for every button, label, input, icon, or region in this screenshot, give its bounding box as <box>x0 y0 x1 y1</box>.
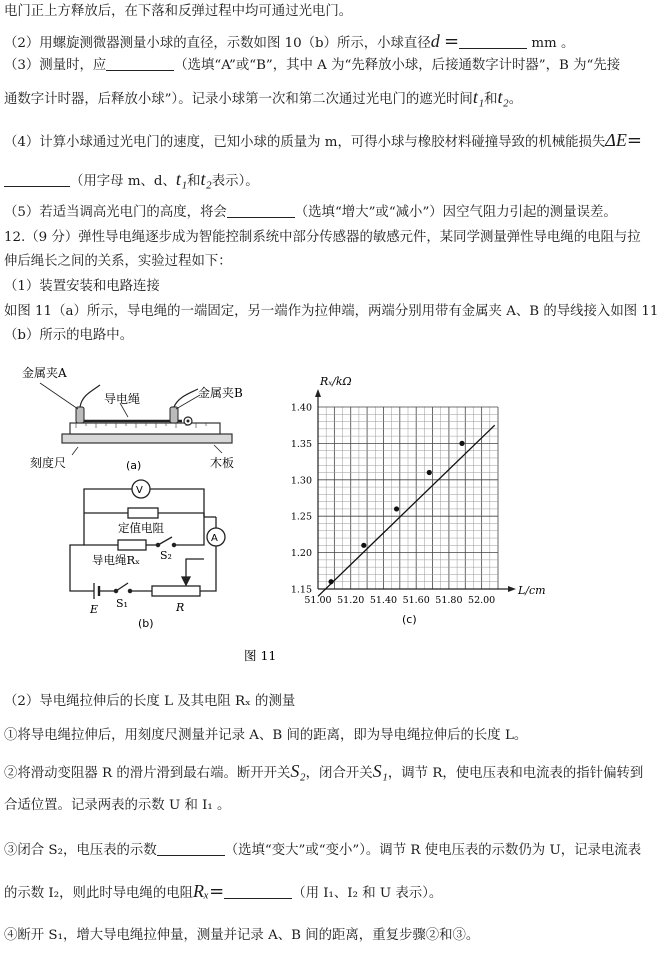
data-point <box>427 470 432 475</box>
figure-a-apparatus <box>22 365 243 472</box>
ammeter-label: A <box>211 533 218 544</box>
text-line-4: 通数字计时器，后释放小球”）。记录小球第一次和第二次通过光电门的遮光时间t₁和t₂。 <box>4 87 523 107</box>
text-line-10: （1）装置安装和电路连接 <box>4 279 160 294</box>
y-tick-label: 1.20 <box>290 548 312 560</box>
label-sub-b: (b) <box>138 617 154 630</box>
y-tick-label: 1.35 <box>290 438 312 450</box>
rheostat-shape <box>152 586 200 596</box>
text-line-14: ①将导电绳拉伸后，用刻度尺测量并记录 A、B 间的距离，即为导电绳拉伸后的长度 L。 <box>4 728 528 743</box>
y-tick-label: 1.25 <box>290 511 312 523</box>
ruler-shape <box>70 423 220 434</box>
label-clip-b: 金属夹B <box>198 386 243 400</box>
label-fixed-resistor: 定值电阻 <box>118 521 164 535</box>
data-point <box>394 506 399 511</box>
text-line-5: （4）计算小球通过光电门的速度，已知小球的质量为 m，可得小球与橡胶材料碰撞导致的机械能损失ΔE= <box>4 130 642 151</box>
x-tick-label: 51.20 <box>337 595 365 606</box>
y-tick-label: 1.30 <box>290 475 312 487</box>
text-line-16: 合适位置。记录两表的示数 U 和 I₁ 。 <box>4 798 231 813</box>
label-board: 木板 <box>210 456 235 470</box>
label-r: R <box>176 601 185 614</box>
data-point <box>361 543 366 548</box>
answer-blank-rx[interactable] <box>224 884 292 899</box>
x-tick-label: 51.00 <box>304 595 332 606</box>
text-line-17: ③闭合 S₂，电压表的示数 （选填“变大”或“变小”）。调节 R 使电压表的示数仍为 U，记录电流表 <box>4 843 642 858</box>
text-line-18: 的示数 I₂，则此时导电绳的电阻Rₓ= （用 I₁、I₂ 和 U 表示）。 <box>4 881 443 902</box>
label-rope: 导电绳 <box>104 392 141 406</box>
text-line-7: （5）若适当调高光电门的高度，将会 （选填“增大”或“减小”）因空气阻力引起的测量误差。 <box>4 205 617 220</box>
figure-c-chart <box>291 375 546 626</box>
y-tick-label: 1.40 <box>290 402 312 414</box>
switch-s2-shape <box>158 537 172 545</box>
label-s2: S₂ <box>160 549 172 562</box>
x-tick-label: 52.00 <box>468 595 496 606</box>
text-line-9: 伸后绳长之间的关系，实验过程如下： <box>4 254 232 269</box>
fixed-resistor-shape <box>128 508 158 518</box>
text-line-3: （3）测量时，应 （选填“A”或“B”，其中 A 为“先释放小球，后接通数字计时器”，B 为“先接 <box>4 58 621 73</box>
x-axis-label: L/cm <box>518 584 546 597</box>
text-line-2: （2）用螺旋测微器测量小球的直径，示数如图 10（b）所示，小球直径d = mm 。 <box>4 31 575 52</box>
answer-blank-diameter[interactable] <box>459 34 527 49</box>
y-axis-label: Rₓ/kΩ <box>320 375 352 388</box>
answer-blank-energy-loss[interactable] <box>4 172 70 187</box>
text-line-1: 电门正上方释放后，在下落和反弹过程中均可通过光电门。 <box>4 4 353 19</box>
figure-11-svg <box>0 355 665 675</box>
label-sub-a: (a) <box>126 459 142 472</box>
y-tick-label: 1.15 <box>290 584 312 596</box>
board-shape <box>62 434 232 443</box>
answer-blank-voltage-change[interactable] <box>157 841 225 856</box>
label-e: E <box>90 603 99 616</box>
label-s1: S₁ <box>116 597 128 610</box>
label-clip-a: 金属夹A <box>22 366 67 380</box>
label-ruler: 刻度尺 <box>30 456 67 470</box>
rope-rx-shape <box>118 540 146 550</box>
x-tick-label: 51.80 <box>435 595 463 606</box>
text-line-13: （2）导电绳拉伸后的长度 L 及其电阻 Rₓ 的测量 <box>4 694 296 709</box>
x-axis-arrow <box>508 586 516 592</box>
text-line-15: ②将滑动变阻器 R 的滑片滑到最右端。断开开关S₂，闭合开关S₁，调节 R，使电压表和电流表的指针偏转到 <box>4 761 644 781</box>
clip-b-shape <box>170 407 178 423</box>
data-point <box>459 441 464 446</box>
text-line-19: ④断开 S₁，增大导电绳拉伸量，测量并记录 A、B 间的距离，重复步骤②和③。 <box>4 928 480 943</box>
label-rope-rx: 导电绳Rₓ <box>92 553 141 567</box>
figure-11 <box>0 355 665 675</box>
label-sub-c: (c) <box>402 613 417 626</box>
y-axis-arrow <box>315 389 321 397</box>
text-line-11: 如图 11（a）所示，导电绳的一端固定，另一端作为拉伸端，两端分别用带有金属夹 A、B 的导线接入如图 11 <box>4 304 659 319</box>
data-point <box>328 579 333 584</box>
x-tick-label: 51.60 <box>402 595 430 606</box>
text-line-12: （b）所示的电路中。 <box>4 328 134 343</box>
text-line-8: 12.（9 分）弹性导电绳逐步成为智能控制系统中部分传感器的敏感元件，某同学测量弹性导电绳的电阻与拉 <box>4 230 641 245</box>
text-line-6: （用字母 m、d、t₁和t₂表示）。 <box>4 170 259 191</box>
answer-blank-error[interactable] <box>227 203 295 218</box>
x-tick-label: 51.40 <box>369 595 398 606</box>
figure-caption: 图 11 <box>244 648 277 663</box>
figure-b-circuit <box>70 480 225 599</box>
answer-blank-order[interactable] <box>106 56 174 71</box>
voltmeter-label: V <box>136 485 143 496</box>
clip-a-shape <box>76 407 84 423</box>
